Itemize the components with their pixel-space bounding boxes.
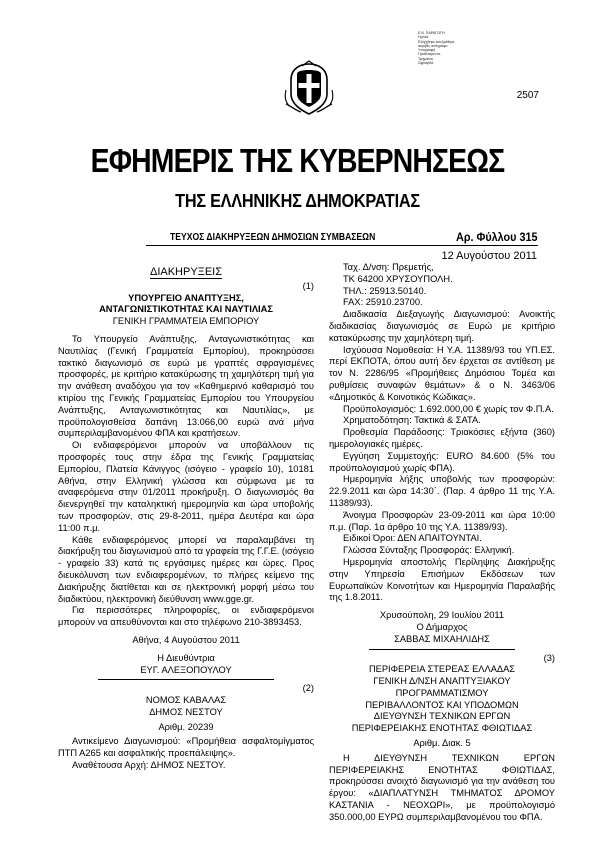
paragraph: Οι ενδιαφερόμενοι μπορούν να υποβάλλουν τις προσφορές τους στην έδρα της Γενικής Γραμματείας Εμπορίου, Πλατεία Κάνιγγος (ισόγειο - γραφείο 10), 10181 Αθήνα, στην Ελληνική γλώσσα και σύμφωνα με τα αναφερόμενα στην 01/2011 προκήρυξη. Ο διαγωνισμός θα διενεργηθεί την καταληκτική ημερομηνία και ώρα υποβολής των προσφορών, στις 29-8-2011, ημέρα Δευτέρα και ώρα 11:00 π.μ.	[58, 440, 314, 533]
signature-name: ΕΥΓ. ΑΛΕΞΟΠΟΥΛΟΥ	[140, 664, 232, 675]
signature-place: Αθήνα, 4 Αυγούστου 2011	[132, 634, 240, 645]
stamp-line: Ε.Β. ΠΑΡΑΓΩΓΗ	[418, 31, 445, 35]
stamp-line: Ελέγχθηκε και βρέθηκε	[418, 39, 455, 44]
paragraph: Για περισσότερες πληροφορίες, οι ενδιαφερόμενοι μπορούν να απευθύνονται και στο τηλέφωνο 210-3893453.	[58, 605, 314, 628]
signature-role: Ο Δήμαρχος	[416, 621, 468, 632]
stamp-line: Υπογραφή	[418, 48, 436, 53]
header-rule	[146, 245, 538, 246]
paragraph: Ισχύουσα Νομοθεσία: Η Υ.Α. 11389/93 του ΥΠ.ΕΣ. περί ΕΚΠΟΤΑ, όπου αυτή δεν έρχεται σε αντίθεση με τον Ν. 2286/95 «Προμήθειες Δημόσιου Τομέα και ρυθμίσεις συναφών θεμάτων» & ο Ν. 3463/06 «Δημοτικός & Κοινοτικός Κώδικας».	[329, 344, 555, 402]
section-title: ΔΙΑΚΗΡΥΞΕΙΣ	[149, 266, 223, 278]
paragraph: Γλώσσα Σύνταξης Προσφοράς: Ελληνική.	[343, 545, 515, 556]
gazette-subtitle: ΤΗΣ ΕΛΛΗΝΙΚΗΣ ΔΗΜΟΚΡΑΤΙΑΣ	[175, 190, 420, 211]
stamp-line: Προϊστάμενος	[418, 52, 441, 57]
notice-reference: Αριθμ. Διακ. 5	[413, 738, 471, 749]
divider	[369, 649, 515, 650]
notice-heading: ΠΕΡΙΒΑΛΛΟΝΤΟΣ ΚΑΙ ΥΠΟΔΟΜΩΝ	[365, 699, 519, 710]
notice-heading: ΓΕΝΙΚΗ Δ/ΝΣΗ ΑΝΑΠΤΥΞΙΑΚΟΥ ΠΡΟΓΡΑΜΜΑΤΙΣΜΟΥ	[373, 676, 511, 698]
paragraph: Χρηματοδότηση: Τακτικά & ΣΑΤΑ.	[343, 415, 481, 426]
notice-reference: Αριθμ. 20239	[158, 721, 214, 732]
page-number: 2507	[516, 90, 539, 101]
issue-date: 12 Αυγούστου 2011	[441, 250, 537, 262]
paragraph: Άνοιγμα Προσφορών 23-09-2011 και ώρα 10:00 π.μ. (Παρ. 1α άρθρο 10 της Υ.Α. 11389/93).	[329, 509, 555, 532]
issue-type: ΤΕΥΧΟΣ ΔΙΑΚΗΡΥΞΕΩΝ ΔΗΜΟΣΙΩΝ ΣΥΜΒΑΣΕΩΝ	[170, 232, 376, 243]
coat-of-arms-icon	[283, 60, 335, 116]
notice-heading: ΔΙΕΥΘΥΝΣΗ ΤΕΧΝΙΚΩΝ ΕΡΓΩΝ	[373, 711, 511, 722]
paragraph: Προϋπολογισμός: 1.692.000,00 € χωρίς τον Φ.Π.Α.	[343, 403, 554, 414]
paragraph: Αντικείμενο Διαγωνισμού: «Προμήθεια ασφαλτομίγματος ΠΤΠ Α265 και ασφαλτικής προεπάλειψης».	[58, 736, 314, 759]
paragraph: Ημερομηνία λήξης υποβολής των προσφορών: 22.9.2011 και ώρα 14:30΄. (Παρ. 4 άρθρο 11 της Υ.Α. 11389/93).	[329, 474, 555, 508]
notice-heading: ΥΠΟΥΡΓΕΙΟ ΑΝΑΠΤΥΞΗΣ,	[128, 292, 244, 303]
paragraph: Ημερομηνία αποστολής Περίληψης Διακήρυξης στην Υπηρεσία Επισήμων Εκδόσεων των Ευρωπαϊκών Κοινοτήτων και Ημερομηνία Παραλαβής της 1.8.2011.	[329, 556, 555, 603]
paragraph: Κάθε ενδιαφερόμενος μπορεί να παραλαμβάνει τη διακήρυξη του διαγωνισμού από τα γραφεία της Γ.Γ.Ε. (ισόγειο - γραφείο 33) κατά τις εργάσιμες ημέρες και ώρες. Προς διευκόλυνση των ενδιαφερομένων, το πλήρες κείμενο της Διακήρυξης διατίθεται και σε ηλεκτρονική μορφή μέσω του διαδικτύου, ηλεκτρονική διεύθυνση www.gge.gr.	[58, 534, 314, 604]
address-line: ΤΗΛ.: 25913.50140.	[343, 285, 427, 296]
notice-heading: ΠΕΡΙΦΕΡΕΙΑ ΣΤΕΡΕΑΣ ΕΛΛΑΔΑΣ	[368, 664, 516, 675]
paragraph: Αναθέτουσα Αρχή: ΔΗΜΟΣ ΝΕΣΤΟΥ.	[72, 760, 226, 771]
stamp-line: Τμήματος	[418, 56, 434, 61]
address-line: ΤΚ 64200 ΧΡΥΣΟΥΠΟΛΗ.	[343, 273, 453, 284]
notice-heading: ΑΝΤΑΓΩΝΙΣΤΙΚΟΤΗΤΑΣ ΚΑΙ ΝΑΥΤΙΛΙΑΣ	[99, 304, 273, 315]
notice-number: (3)	[543, 652, 555, 663]
paragraph: Προθεσμία Παράδοσης: Τριακόσιες εξήντα (360) ημερολογιακές ημέρες.	[329, 427, 555, 449]
paragraph: Διαδικασία Διεξαγωγής Διαγωνισμού: Ανοικτής διαδικασίας διαγωνισμός σε Ευρώ με κριτήριο κατακύρωσης την χαμηλότερη τιμή.	[329, 309, 555, 343]
signature-name: ΣΑΒΒΑΣ ΜΙΧΑΗΛΙΔΗΣ	[394, 633, 490, 644]
paragraph: Ειδικοί Όροι: ΔΕΝ ΑΠΑΙΤΟΥΝΤΑΙ.	[343, 533, 482, 544]
notice-heading: ΝΟΜΟΣ ΚΑΒΑΛΑΣ	[145, 695, 227, 706]
paragraph: Το Υπουργείο Ανάπτυξης, Ανταγωνιστικότητας και Ναυτιλίας (Γενική Γραμματεία Εμπορίου), προκηρύσσει τακτικό διαγωνισμό σε ευρώ με γραπτές σφραγισμένες προσφορές, με κριτήριο κατακύρωσης τη χαμηλότερη τιμή για την ανάθεση αναδόχου για τον «Καθημερινό καθαρισμό του κτιρίου της Γενικής Γραμματείας Εμπορίου του Υπουργείου Ανάπτυξης, Ανταγωνιστικότητας και Ναυτιλίας», με προϋπολογισθείσα δαπάνη 13.066,00 ευρώ ανά μήνα συμπεριλαμβανομένου ΦΠΑ και κρατήσεων.	[58, 333, 314, 439]
paragraph: Η ΔΙΕΥΘΥΝΣΗ ΤΕΧΝΙΚΩΝ ΕΡΓΩΝ ΠΕΡΙΦΕΡΕΙΑΚΗΣ ΕΝΟΤΗΤΑΣ ΦΘΙΩΤΙΔΑΣ, προκηρύσσει ανοιχτό διαγωνισμό για την ανάθεση του έργου: «ΔΙΑΠΛΑΤΥΝΣΗ ΤΜΗΜΑΤΟΣ ΔΡΟΜΟΥ ΚΑΣΤΑΝΙΑ - ΝΕΟΧΩΡΙ», με προϋπολογισμό 350.000,00 ΕΥΡΩ συμπεριλαμβανομένου του ΦΠΑ.	[329, 752, 555, 822]
notice-heading: ΠΕΡΙΦΕΡΕΙΑΚΗΣ ΕΝΟΤΗΤΑΣ ΦΘΙΩΤΙΔΑΣ	[351, 723, 533, 734]
paragraph: Εγγύηση Συμμετοχής: EURO 84.600 (5% του προϋπολογισμού χωρίς ΦΠΑ).	[329, 450, 555, 473]
notice-number: (1)	[302, 280, 314, 291]
notice-number: (2)	[302, 683, 314, 694]
divider	[98, 679, 274, 680]
signature-place: Χρυσούπολη, 29 Ιουλίου 2011	[379, 610, 505, 621]
notice-heading: ΓΕΝΙΚΗ ΓΡΑΜΜΑΤΕΙΑ ΕΜΠΟΡΙΟΥ	[112, 316, 260, 327]
signature-role: Η Διευθύντρια	[157, 652, 215, 663]
left-column	[58, 262, 314, 772]
sheet-number: Αρ. Φύλλου 315	[455, 230, 537, 244]
address-line: FAX: 25910.23700.	[343, 297, 423, 308]
address-line: Ταχ. Δ/νση: Πρεμετής,	[343, 262, 434, 272]
stamp-line: Ημ/νία	[418, 35, 429, 40]
verification-stamp	[418, 31, 480, 65]
stamp-line: ακριβές αντίγραφο	[418, 43, 448, 48]
right-column	[329, 262, 555, 824]
notice-heading: ΔΗΜΟΣ ΝΕΣΤΟΥ	[149, 706, 223, 717]
gazette-title: ΕΦΗΜΕΡΙΣ ΤΗΣ ΚΥΒΕΡΝΗΣΕΩΣ	[90, 142, 505, 179]
stamp-line: Σφραγίδα	[418, 61, 434, 66]
